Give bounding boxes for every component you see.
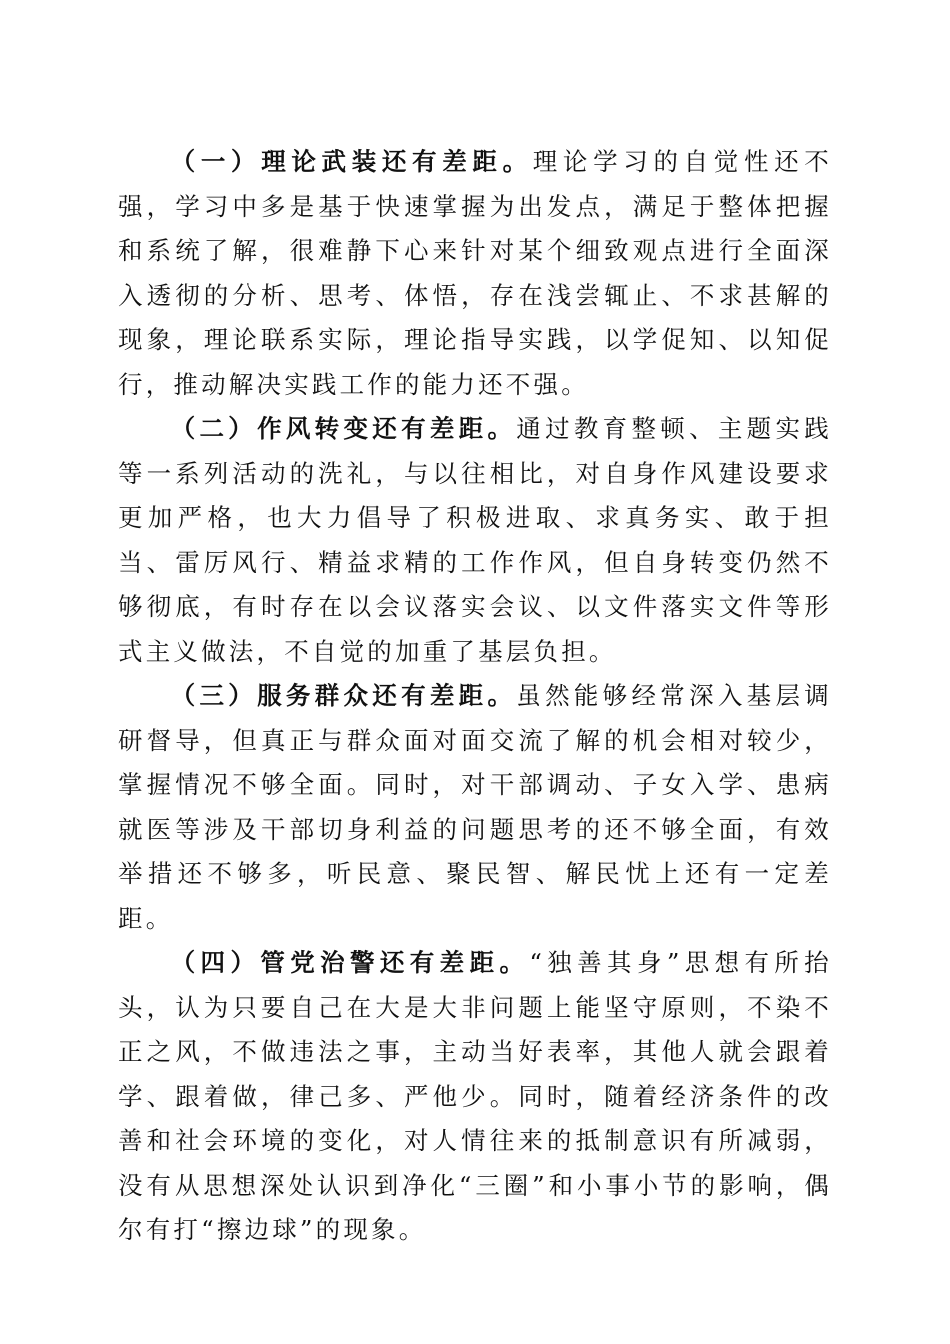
section-3-body: 虽然能够经常深入基层调研督导，但真正与群众面对面交流了解的机会相对较少，掌握情况不够全面。同时，对干部调动、子女入学、患病就医等涉及干部切身利益的问题思考的还不够全面，有效举措还不够多，听民意、聚民智、解民忧上还有一定差距。 bbox=[118, 681, 832, 933]
section-1-heading: （一）理论武装还有差距。 bbox=[170, 147, 533, 176]
section-2-heading: （二）作风转变还有差距。 bbox=[170, 414, 517, 443]
section-2-body: 通过教育整顿、主题实践等一系列活动的洗礼，与以往相比，对自身作风建设要求更加严格，也大力倡导了积极进取、求真务实、敢于担当、雷厉风行、精益求精的工作作风，但自身转变仍然不够彻底，有时存在以会议落实会议、以文件落实文件等形式主义做法，不自觉的加重了基层负担。 bbox=[118, 414, 832, 666]
section-3-heading: （三）服务群众还有差距。 bbox=[170, 681, 517, 710]
section-4-heading: （四）管党治警还有差距。 bbox=[170, 948, 530, 977]
section-1-body: 理论学习的自觉性还不强，学习中多是基于快速掌握为出发点，满足于整体把握和系统了解，很难静下心来针对某个细致观点进行全面深入透彻的分析、思考、体悟，存在浅尝辄止、不求甚解的现象，理论联系实际，理论指导实践，以学促知、以知促行，推动解决实践工作的能力还不强。 bbox=[118, 147, 833, 399]
section-4 bbox=[118, 941, 832, 1253]
section-4-body: “独善其身”思想有所抬头，认为只要自己在大是大非问题上能坚守原则，不染不正之风，不做违法之事，主动当好表率，其他人就会跟着学、跟着做，律己多、严他少。同时，随着经济条件的改善和社会环境的变化，对人情往来的抵制意识有所减弱，没有从思想深处认识到净化“三圈”和小事小节的影响，偶尔有打“擦边球”的现象。 bbox=[118, 948, 833, 1244]
section-1 bbox=[118, 140, 832, 407]
document-body bbox=[118, 140, 832, 1253]
section-3 bbox=[118, 674, 832, 941]
section-2 bbox=[118, 407, 832, 674]
